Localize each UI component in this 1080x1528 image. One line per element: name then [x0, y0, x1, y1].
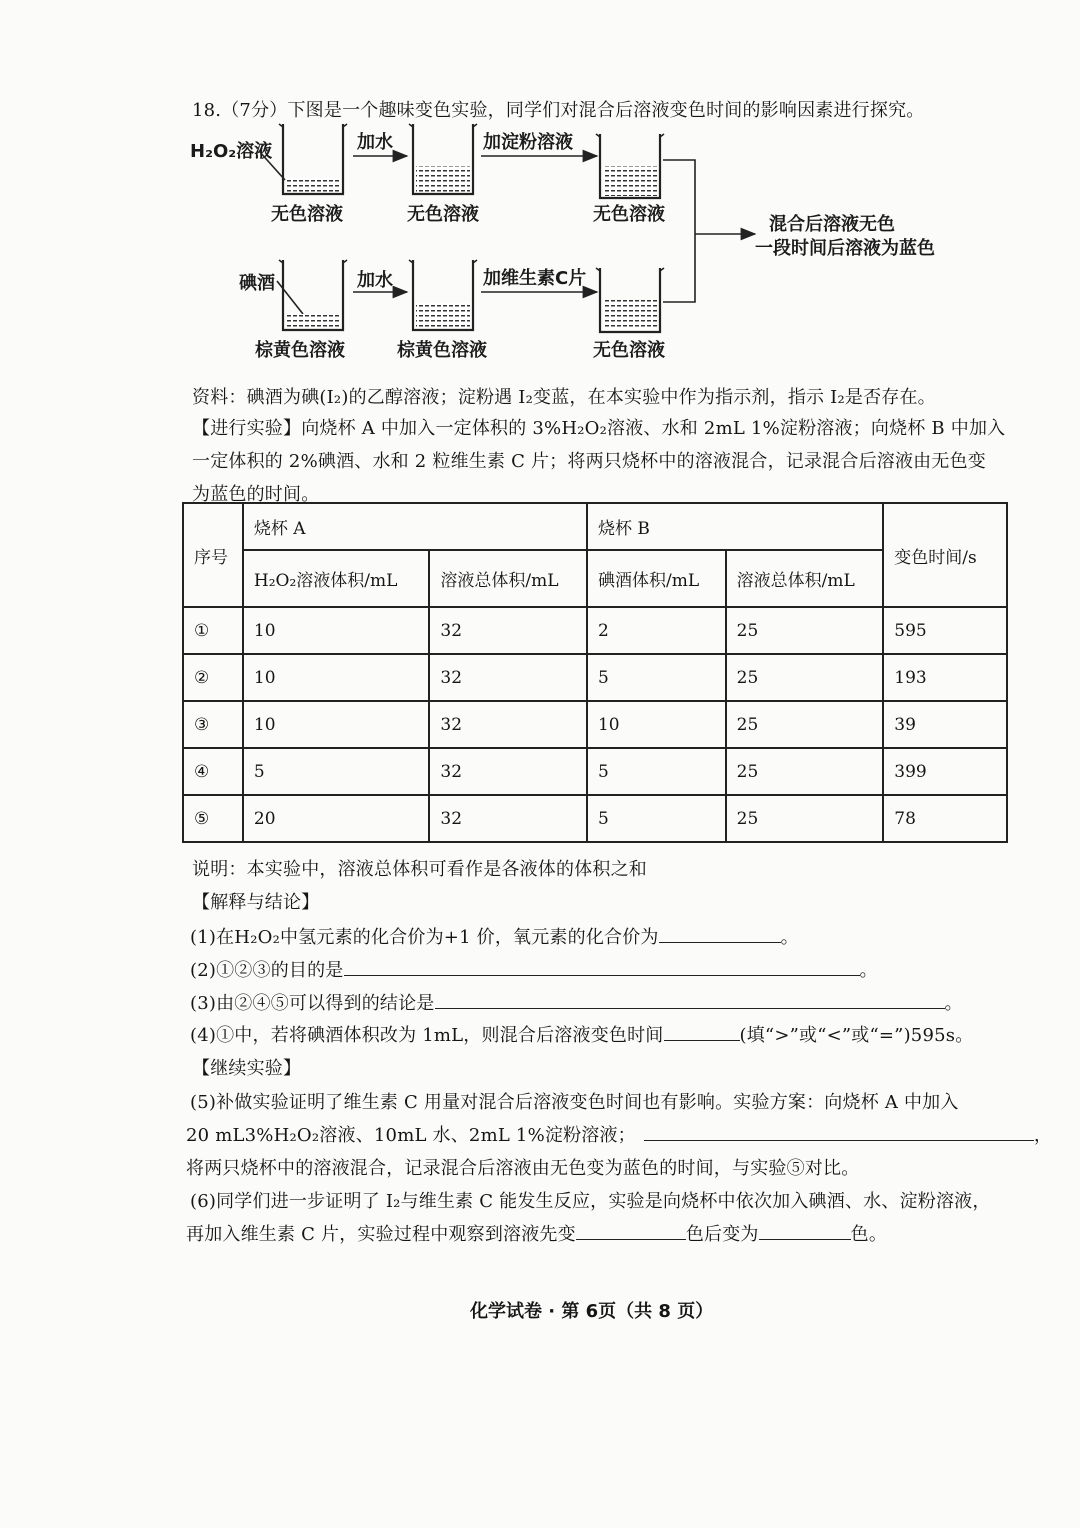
header-beaker-a: 烧杯 A	[243, 503, 587, 550]
experiment-text-2: 一定体积的 2%碘酒、水和 2 粒维生素 C 片；将两只烧杯中的溶液混合，记录混合后溶液由无色变	[192, 451, 986, 472]
cell-total-b: 25	[726, 701, 884, 748]
h2o2-label: H₂O₂溶液	[190, 141, 273, 162]
question-3	[190, 989, 963, 1015]
header-index: 序号	[183, 503, 243, 607]
cell-iodine: 5	[587, 654, 726, 701]
header-iodine-volume: 碘酒体积/mL	[587, 550, 726, 607]
answer-blank-1[interactable]	[659, 924, 781, 943]
cell-h2o2: 10	[243, 701, 430, 748]
caption-b1: 棕黄色溶液	[255, 340, 345, 361]
question-5-text: 20 mL3%H₂O₂溶液、10mL 水、2mL 1%淀粉溶液；	[186, 1125, 636, 1146]
result-line-2: 一段时间后溶液为蓝色	[755, 238, 935, 259]
question-3-end: 。	[944, 993, 963, 1014]
question-2	[190, 956, 878, 982]
table-row	[183, 748, 1007, 795]
step-add-water-2: 加水	[357, 270, 393, 291]
table-row	[183, 701, 1007, 748]
experiment-text-1: 【进行实验】向烧杯 A 中加入一定体积的 3%H₂O₂溶液、水和 2mL 1%淀粉溶液；向烧杯 B 中加入	[192, 418, 1006, 439]
cell-total-b: 25	[726, 795, 884, 842]
answer-blank-6a[interactable]	[576, 1221, 686, 1240]
question-6-line-2	[186, 1220, 887, 1246]
answer-blank-2[interactable]	[344, 957, 860, 976]
question-2-end: 。	[859, 960, 878, 981]
caption-a2: 无色溶液	[407, 204, 479, 225]
beaker-b3	[596, 268, 664, 332]
cell-iodine: 5	[587, 748, 726, 795]
cell-time: 39	[883, 701, 1007, 748]
cell-time: 78	[883, 795, 1007, 842]
cell-total-a: 32	[429, 748, 587, 795]
step-add-water-1: 加水	[357, 132, 393, 153]
header-time: 变色时间/s	[883, 503, 1007, 607]
cell-total-a: 32	[429, 607, 587, 654]
row-index: ②	[183, 654, 243, 701]
question-4-end: (填“>”或“<”或“=”)595s。	[739, 1025, 974, 1046]
section-continue: 【继续实验】	[192, 1058, 302, 1079]
page-footer: 化学试卷 · 第 6页（共 8 页）	[470, 1301, 714, 1322]
reaction-diagram	[185, 118, 945, 368]
question-4	[190, 1021, 973, 1047]
question-3-text: (3)由②④⑤可以得到的结论是	[190, 993, 435, 1014]
cell-total-b: 25	[726, 654, 884, 701]
question-5-comma: ，	[1033, 1125, 1053, 1146]
caption-b2: 棕黄色溶液	[397, 340, 487, 361]
section-conclusion: 【解释与结论】	[192, 892, 320, 913]
table-row	[183, 607, 1007, 654]
row-index: ④	[183, 748, 243, 795]
question-6-line-1: (6)同学们进一步证明了 I₂与维生素 C 能发生反应，实验是向烧杯中依次加入碘酒、水、淀粉溶液，	[190, 1191, 991, 1212]
explain-note: 说明：本实验中，溶液总体积可看作是各液体的体积之和	[192, 859, 647, 880]
question-2-text: (2)①②③的目的是	[190, 960, 344, 981]
question-5-line-3: 将两只烧杯中的溶液混合，记录混合后溶液由无色变为蓝色的时间，与实验⑤对比。	[186, 1158, 860, 1179]
cell-total-b: 25	[726, 748, 884, 795]
row-index: ⑤	[183, 795, 243, 842]
material-note: 资料：碘酒为碘(I₂)的乙醇溶液；淀粉遇 I₂变蓝，在本实验中作为指示剂，指示 I₂是否存在。	[192, 387, 936, 408]
question-header: 18.（7分）下图是一个趣味变色实验，同学们对混合后溶液变色时间的影响因素进行探究。	[192, 100, 925, 121]
iodine-label: 碘酒	[239, 273, 275, 294]
cell-total-a: 32	[429, 701, 587, 748]
question-1-text: (1)在H₂O₂中氢元素的化合价为+1 价，氧元素的化合价为	[190, 927, 659, 948]
cell-time: 399	[883, 748, 1007, 795]
cell-iodine: 10	[587, 701, 726, 748]
cell-h2o2: 10	[243, 654, 430, 701]
cell-total-b: 25	[726, 607, 884, 654]
caption-a1: 无色溶液	[271, 204, 343, 225]
question-6-text-b: 色后变为	[685, 1224, 759, 1245]
step-add-vitamin-c: 加维生素C片	[483, 268, 587, 289]
caption-a3: 无色溶液	[593, 204, 665, 225]
answer-blank-4[interactable]	[664, 1022, 740, 1041]
beaker-a1	[279, 124, 347, 194]
answer-blank-5[interactable]	[644, 1122, 1034, 1141]
cell-time: 595	[883, 607, 1007, 654]
header-beaker-b: 烧杯 B	[587, 503, 883, 550]
beaker-a2	[409, 124, 477, 194]
question-6-text-c: 色。	[850, 1224, 888, 1245]
experiment-table	[182, 502, 1008, 843]
cell-h2o2: 5	[243, 748, 430, 795]
table-row	[183, 795, 1007, 842]
table-row	[183, 654, 1007, 701]
header-total-a: 溶液总体积/mL	[429, 550, 587, 607]
cell-total-a: 32	[429, 795, 587, 842]
header-total-b: 溶液总体积/mL	[726, 550, 884, 607]
answer-blank-3[interactable]	[435, 990, 945, 1009]
beaker-b1	[279, 260, 347, 330]
header-h2o2-volume: H₂O₂溶液体积/mL	[243, 550, 430, 607]
cell-h2o2: 10	[243, 607, 430, 654]
merge-bracket	[663, 160, 695, 302]
result-line-1: 混合后溶液无色	[769, 214, 895, 235]
question-5-line-2	[186, 1121, 1052, 1147]
question-1	[190, 923, 799, 949]
answer-blank-6b[interactable]	[759, 1221, 851, 1240]
beaker-b2	[409, 260, 477, 330]
beaker-a3	[596, 134, 664, 198]
question-6-text-a: 再加入维生素 C 片，实验过程中观察到溶液先变	[186, 1224, 576, 1245]
cell-h2o2: 20	[243, 795, 430, 842]
row-index: ③	[183, 701, 243, 748]
question-4-text: (4)①中，若将碘酒体积改为 1mL，则混合后溶液变色时间	[190, 1025, 664, 1046]
cell-iodine: 2	[587, 607, 726, 654]
row-index: ①	[183, 607, 243, 654]
experiment-text-3: 为蓝色的时间。	[192, 484, 320, 505]
caption-b3: 无色溶液	[593, 340, 665, 361]
question-1-end: 。	[780, 927, 799, 948]
cell-iodine: 5	[587, 795, 726, 842]
question-5-line-1: (5)补做实验证明了维生素 C 用量对混合后溶液变色时间也有影响。实验方案：向烧杯 A 中加入	[190, 1092, 959, 1113]
step-add-starch: 加淀粉溶液	[483, 132, 573, 153]
cell-total-a: 32	[429, 654, 587, 701]
cell-time: 193	[883, 654, 1007, 701]
